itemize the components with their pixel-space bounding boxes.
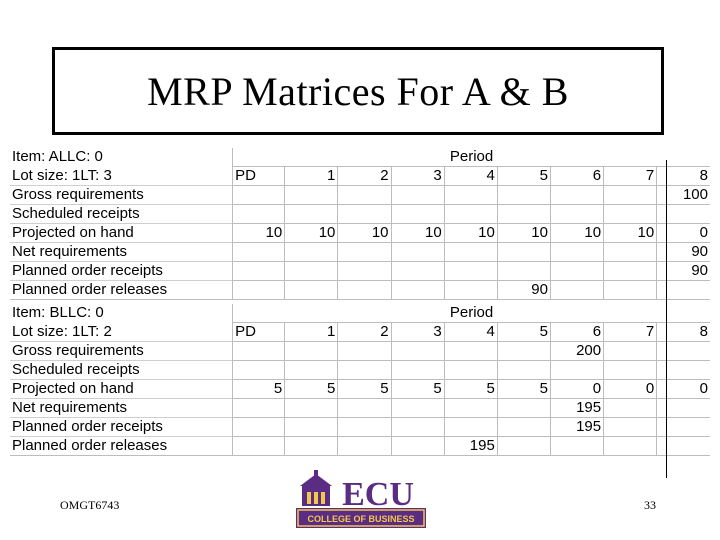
matrix-cell: 195: [550, 399, 603, 418]
matrix-cell: 0: [657, 224, 710, 243]
matrix-row: [10, 399, 710, 418]
period-label: Period: [233, 304, 710, 323]
matrix-cell: [338, 418, 391, 437]
matrix-cell: [604, 243, 657, 262]
matrix-cell: [285, 262, 338, 281]
matrix-cell: [233, 342, 285, 361]
matrix-cell: [391, 437, 444, 456]
matrix-cell: 0: [604, 380, 657, 399]
matrix-cell: [604, 262, 657, 281]
matrix-cell: [550, 262, 603, 281]
matrix-cell: 0: [550, 380, 603, 399]
matrix-cell: [444, 342, 497, 361]
matrix-cell: 10: [550, 224, 603, 243]
matrix-cell: [391, 262, 444, 281]
matrix-cell: [604, 186, 657, 205]
matrix-cell: [285, 399, 338, 418]
matrix-cell: [497, 399, 550, 418]
matrix-cell: [497, 437, 550, 456]
period-header-5: 5: [497, 323, 550, 342]
item-name: Item: A: [12, 148, 59, 166]
matrix-cell: 90: [497, 281, 550, 300]
item-name: Item: B: [12, 304, 60, 322]
matrix-row: [10, 380, 710, 399]
matrix-cell: [391, 342, 444, 361]
lot-size: Lot size: 1: [12, 322, 81, 340]
period-header-6: 6: [550, 167, 603, 186]
matrix-cell: [285, 342, 338, 361]
matrix-cell: [233, 399, 285, 418]
matrix-cell: [550, 186, 603, 205]
matrix-cell: [497, 342, 550, 361]
matrix-cell: [444, 361, 497, 380]
period-label: Period: [233, 148, 710, 167]
matrix-cell: [604, 399, 657, 418]
matrix-cell: 100: [657, 186, 710, 205]
lot-header: [10, 323, 233, 342]
llc-value: LLC: 0: [59, 304, 104, 322]
period-header-1: 1: [285, 323, 338, 342]
vertical-divider: [666, 160, 667, 478]
matrix-cell: [285, 437, 338, 456]
matrix-cell: [391, 281, 444, 300]
slide-title: MRP Matrices For A & B: [147, 68, 569, 114]
matrix-cell: [338, 399, 391, 418]
matrix-cell: [604, 281, 657, 300]
matrix-cell: [657, 342, 710, 361]
matrix-cell: [285, 361, 338, 380]
matrix-cell: [233, 437, 285, 456]
period-header-pd: PD: [233, 323, 285, 342]
matrix-cell: [497, 361, 550, 380]
matrix-cell: 5: [233, 380, 285, 399]
row-label: Planned order releases: [10, 437, 233, 456]
matrix-cell: [657, 418, 710, 437]
matrix-cell: 195: [550, 418, 603, 437]
matrix-row: [10, 418, 710, 437]
matrix-cell: [657, 361, 710, 380]
matrix-cell: 195: [444, 437, 497, 456]
matrix-cell: [338, 281, 391, 300]
matrix-cell: [497, 243, 550, 262]
period-header-8: 8: [657, 167, 710, 186]
title-box: [52, 47, 664, 135]
matrix-cell: [233, 186, 285, 205]
llc-value: LLC: 0: [58, 148, 103, 166]
matrix-cell: 10: [338, 224, 391, 243]
matrix-cell: 5: [338, 380, 391, 399]
matrix-cell: [338, 243, 391, 262]
matrix-row: [10, 437, 710, 456]
row-label: Planned order receipts: [10, 418, 233, 437]
row-label: Projected on hand: [10, 224, 233, 243]
matrix-cell: [391, 243, 444, 262]
item-header: [10, 148, 233, 167]
matrix-cell: [444, 205, 497, 224]
matrix-row: [10, 342, 710, 361]
matrix-cell: [657, 437, 710, 456]
matrix-cell: [604, 205, 657, 224]
matrix-cell: [497, 418, 550, 437]
matrix-cell: [497, 262, 550, 281]
matrix-cell: [338, 186, 391, 205]
matrix-row: [10, 361, 710, 380]
item-header: [10, 304, 233, 323]
row-label: Net requirements: [10, 399, 233, 418]
row-label: Scheduled receipts: [10, 361, 233, 380]
matrix-row: [10, 243, 710, 262]
matrix-row: [10, 262, 710, 281]
matrix-cell: 10: [391, 224, 444, 243]
matrix-cell: [338, 361, 391, 380]
matrix-cell: [657, 281, 710, 300]
period-header-pd: PD: [233, 167, 285, 186]
matrix-cell: [391, 399, 444, 418]
matrix-row: [10, 224, 710, 243]
matrix-cell: [604, 418, 657, 437]
row-label: Gross requirements: [10, 342, 233, 361]
matrix-cell: [285, 281, 338, 300]
matrix-cell: [657, 205, 710, 224]
matrix-cell: [444, 243, 497, 262]
period-header-3: 3: [391, 167, 444, 186]
matrix-cell: [285, 418, 338, 437]
period-header-8: 8: [657, 323, 710, 342]
matrix-cell: 90: [657, 262, 710, 281]
row-label: Projected on hand: [10, 380, 233, 399]
period-header-7: 7: [604, 167, 657, 186]
period-header-6: 6: [550, 323, 603, 342]
matrix-cell: 5: [285, 380, 338, 399]
matrix-cell: [391, 361, 444, 380]
matrix-cell: [233, 281, 285, 300]
period-header-1: 1: [285, 167, 338, 186]
lead-time: LT: 3: [80, 166, 112, 184]
logo-text: ECU: [342, 476, 414, 513]
matrix-cell: 10: [497, 224, 550, 243]
matrix-cell: [233, 361, 285, 380]
matrix-cell: [550, 205, 603, 224]
matrix-cell: [444, 262, 497, 281]
matrix-cell: 5: [444, 380, 497, 399]
matrix-cell: [657, 399, 710, 418]
row-label: Scheduled receipts: [10, 205, 233, 224]
matrix-cell: [338, 205, 391, 224]
ecu-logo: [296, 470, 426, 530]
matrix-cell: [497, 205, 550, 224]
matrix-cell: [391, 205, 444, 224]
matrix-cell: 10: [233, 224, 285, 243]
period-header-2: 2: [338, 323, 391, 342]
matrix-cell: [338, 262, 391, 281]
matrix-cell: [338, 437, 391, 456]
row-label: Net requirements: [10, 243, 233, 262]
matrix-cell: 10: [444, 224, 497, 243]
period-header-5: 5: [497, 167, 550, 186]
matrix-cell: [391, 186, 444, 205]
matrix-cell: [285, 186, 338, 205]
matrix-cell: [338, 342, 391, 361]
matrix-cell: [550, 281, 603, 300]
matrix-cell: [604, 342, 657, 361]
page-number: 33: [644, 498, 656, 512]
matrix-cell: [444, 281, 497, 300]
matrix-cell: 0: [657, 380, 710, 399]
matrix-cell: 5: [497, 380, 550, 399]
matrix-cell: [550, 243, 603, 262]
matrix-cell: [444, 418, 497, 437]
row-label: Planned order receipts: [10, 262, 233, 281]
matrix-row: [10, 205, 710, 224]
matrix-cell: [285, 243, 338, 262]
matrix-cell: [444, 399, 497, 418]
matrix-cell: [604, 437, 657, 456]
matrix-cell: [444, 186, 497, 205]
matrix-cell: 90: [657, 243, 710, 262]
matrix-cell: [550, 437, 603, 456]
matrix-row: [10, 281, 710, 300]
matrix-cell: 10: [285, 224, 338, 243]
mrp-matrix-b: [10, 304, 710, 456]
matrix-cell: [550, 361, 603, 380]
mrp-matrix-a: [10, 148, 710, 300]
matrix-cell: [233, 243, 285, 262]
matrix-cell: [233, 418, 285, 437]
logo-subtitle: COLLEGE OF BUSINESS: [307, 514, 415, 524]
matrix-cell: [285, 205, 338, 224]
matrix-cell: 10: [604, 224, 657, 243]
lead-time: LT: 2: [80, 322, 112, 340]
matrix-cell: 5: [391, 380, 444, 399]
matrix-row: [10, 186, 710, 205]
matrix-cell: [604, 361, 657, 380]
matrix-cell: [233, 205, 285, 224]
matrix-cell: [497, 186, 550, 205]
period-header-3: 3: [391, 323, 444, 342]
period-header-4: 4: [444, 323, 497, 342]
matrix-cell: [233, 262, 285, 281]
row-label: Planned order releases: [10, 281, 233, 300]
course-code: OMGT6743: [60, 498, 120, 512]
period-header-2: 2: [338, 167, 391, 186]
matrix-cell: [391, 418, 444, 437]
row-label: Gross requirements: [10, 186, 233, 205]
lot-size: Lot size: 1: [12, 166, 81, 184]
period-header-4: 4: [444, 167, 497, 186]
period-header-7: 7: [604, 323, 657, 342]
matrix-cell: 200: [550, 342, 603, 361]
lot-header: [10, 167, 233, 186]
